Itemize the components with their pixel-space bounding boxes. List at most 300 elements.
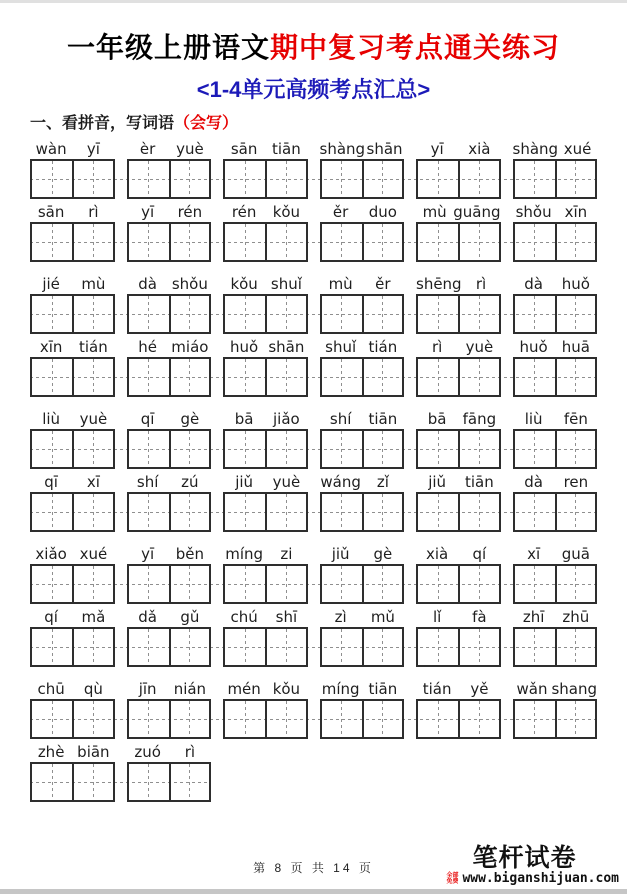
writing-grid <box>127 429 212 469</box>
pinyin-word <box>513 473 598 491</box>
writing-cell <box>225 431 265 467</box>
writing-cell <box>458 701 498 737</box>
writing-cell <box>322 629 362 665</box>
pinyin-word <box>30 410 115 428</box>
pinyin-syllable: wáng <box>320 473 361 491</box>
pinyin-word <box>30 743 115 761</box>
pinyin-syllable: shēng <box>416 275 462 293</box>
pinyin-word-row <box>30 743 597 802</box>
writing-cell <box>362 494 402 530</box>
pinyin-syllable: jiǔ <box>331 545 350 563</box>
writing-box-line <box>30 222 597 262</box>
pinyin-syllable: gè <box>373 545 393 563</box>
pinyin-syllable: zhī <box>522 608 545 626</box>
pinyin-syllable: sān <box>37 203 65 221</box>
pinyin-line <box>30 410 597 428</box>
writing-box-line <box>30 159 597 199</box>
writing-grid <box>127 699 212 739</box>
writing-grid <box>416 159 501 199</box>
writing-grid <box>513 492 598 532</box>
pinyin-syllable: qí <box>44 608 58 626</box>
red-stamp: 全部免费 <box>446 872 459 885</box>
pinyin-syllable: wàn <box>35 140 67 158</box>
writing-cell <box>225 566 265 602</box>
writing-cell <box>458 494 498 530</box>
writing-cell <box>265 296 305 332</box>
pinyin-syllable: jīn <box>138 680 157 698</box>
writing-grid <box>223 492 308 532</box>
writing-cell <box>72 431 112 467</box>
pinyin-syllable: liù <box>524 410 543 428</box>
writing-grid <box>223 429 308 469</box>
writing-cell <box>265 566 305 602</box>
pinyin-syllable: guā <box>561 545 590 563</box>
writing-cell <box>555 629 595 665</box>
writing-grid <box>320 429 405 469</box>
pinyin-syllable: qí <box>472 545 487 563</box>
writing-cell <box>362 431 402 467</box>
pinyin-word <box>223 410 308 428</box>
writing-grid <box>30 492 115 532</box>
writing-grid <box>320 699 405 739</box>
writing-grid <box>30 429 115 469</box>
writing-cell <box>169 701 209 737</box>
writing-cell <box>169 566 209 602</box>
pinyin-word <box>513 410 598 428</box>
writing-cell <box>265 629 305 665</box>
writing-grid <box>127 564 212 604</box>
writing-cell <box>458 296 498 332</box>
writing-cell <box>129 359 169 395</box>
writing-cell <box>225 359 265 395</box>
pinyin-syllable: shān <box>366 140 403 158</box>
writing-cell <box>225 296 265 332</box>
pinyin-syllable: rì <box>88 203 99 221</box>
writing-cell <box>129 764 169 800</box>
writing-cell <box>555 224 595 260</box>
writing-cell <box>362 701 402 737</box>
pinyin-syllable: tiān <box>368 680 398 698</box>
writing-grid <box>127 357 212 397</box>
pinyin-syllable: xī <box>527 545 541 563</box>
writing-cell <box>418 224 458 260</box>
pinyin-syllable: huǒ <box>519 338 548 356</box>
pinyin-word <box>416 410 501 428</box>
page-number: 第 8 页 共 14 页 <box>253 861 374 875</box>
pinyin-syllable: gǔ <box>180 608 200 626</box>
pinyin-word-row <box>30 545 597 604</box>
pinyin-syllable: zì <box>334 608 347 626</box>
pinyin-word <box>30 608 115 626</box>
pinyin-syllable: yě <box>470 680 489 698</box>
writing-cell <box>72 494 112 530</box>
pinyin-word <box>513 203 598 221</box>
writing-grid <box>30 357 115 397</box>
writing-grid <box>30 762 115 802</box>
pinyin-syllable: shí <box>329 410 352 428</box>
writing-cell <box>418 566 458 602</box>
writing-cell <box>225 494 265 530</box>
writing-grid <box>513 222 598 262</box>
writing-grid <box>223 357 308 397</box>
writing-cell <box>265 359 305 395</box>
pinyin-syllable: yī <box>141 203 155 221</box>
writing-cell <box>458 431 498 467</box>
writing-grid <box>416 699 501 739</box>
writing-box-line <box>30 564 597 604</box>
writing-cell <box>322 494 362 530</box>
pinyin-syllable: huǒ <box>561 275 590 293</box>
pinyin-syllable: shuǐ <box>270 275 302 293</box>
pinyin-syllable: miáo <box>171 338 209 356</box>
writing-cell <box>225 161 265 197</box>
writing-cell <box>555 161 595 197</box>
pinyin-syllable: bā <box>427 410 447 428</box>
pinyin-syllable: èr <box>139 140 156 158</box>
pinyin-word <box>30 545 115 563</box>
writing-cell <box>515 224 555 260</box>
pinyin-syllable: zú <box>181 473 199 491</box>
pinyin-line <box>30 338 597 356</box>
pinyin-syllable: tián <box>368 338 398 356</box>
writing-grid <box>320 159 405 199</box>
pinyin-word <box>127 338 212 356</box>
pinyin-syllable: chú <box>230 608 258 626</box>
writing-cell <box>322 224 362 260</box>
writing-grid <box>416 294 501 334</box>
writing-cell <box>322 296 362 332</box>
writing-cell <box>362 359 402 395</box>
pinyin-syllable: zhè <box>37 743 65 761</box>
writing-cell <box>362 566 402 602</box>
pinyin-syllable: jié <box>42 275 60 293</box>
pinyin-word <box>416 338 501 356</box>
pinyin-syllable: kǒu <box>272 680 301 698</box>
writing-cell <box>169 764 209 800</box>
writing-grid <box>416 564 501 604</box>
writing-cell <box>72 161 112 197</box>
writing-cell <box>169 629 209 665</box>
pinyin-syllable: qī <box>140 410 155 428</box>
writing-cell <box>32 359 72 395</box>
writing-grid <box>320 294 405 334</box>
writing-cell <box>555 494 595 530</box>
writing-cell <box>72 701 112 737</box>
writing-grid <box>223 564 308 604</box>
pinyin-syllable: dǎ <box>138 608 157 626</box>
pinyin-syllable: xià <box>426 545 449 563</box>
pinyin-syllable: yī <box>141 545 155 563</box>
pinyin-word <box>223 608 308 626</box>
writing-cell <box>362 161 402 197</box>
writing-cell <box>362 224 402 260</box>
pinyin-syllable: fà <box>472 608 487 626</box>
pinyin-word <box>513 608 598 626</box>
pinyin-syllable: zǐ <box>376 473 389 491</box>
pinyin-word <box>513 275 598 293</box>
pinyin-syllable: yuè <box>79 410 108 428</box>
writing-cell <box>129 296 169 332</box>
pinyin-word <box>320 203 405 221</box>
pinyin-syllable: tián <box>79 338 108 356</box>
writing-cell <box>72 359 112 395</box>
pinyin-word <box>127 545 212 563</box>
pinyin-word <box>127 410 212 428</box>
pinyin-word <box>416 473 501 491</box>
writing-grid <box>416 357 501 397</box>
pinyin-word <box>320 473 405 491</box>
section-note: （会写） <box>174 115 239 132</box>
pinyin-syllable: tián <box>422 680 452 698</box>
pinyin-word <box>30 473 115 491</box>
pinyin-syllable: xué <box>79 545 108 563</box>
pinyin-word-row <box>30 338 597 397</box>
section-heading <box>30 112 597 136</box>
writing-cell <box>225 629 265 665</box>
pinyin-syllable: qù <box>83 680 103 698</box>
pinyin-syllable: bā <box>234 410 254 428</box>
writing-box-line <box>30 429 597 469</box>
pinyin-syllable: lǐ <box>432 608 442 626</box>
pinyin-syllable: běn <box>175 545 204 563</box>
pinyin-syllable: yī <box>86 140 100 158</box>
pinyin-syllable: mǔ <box>370 608 395 626</box>
pinyin-word <box>127 140 212 158</box>
writing-box-line <box>30 699 597 739</box>
pinyin-line <box>30 608 597 626</box>
writing-grid <box>223 222 308 262</box>
writing-cell <box>458 161 498 197</box>
writing-grid <box>513 627 598 667</box>
publisher-site-line <box>446 871 619 886</box>
pinyin-word-row <box>30 473 597 532</box>
pinyin-line <box>30 545 597 563</box>
pinyin-syllable: dà <box>524 275 543 293</box>
writing-cell <box>72 296 112 332</box>
publisher-brand: 笔杆试卷 <box>472 844 577 872</box>
pinyin-syllable: rì <box>475 275 487 293</box>
pinyin-syllable: shǒu <box>515 203 552 221</box>
writing-cell <box>515 296 555 332</box>
pinyin-syllable: rén <box>177 203 203 221</box>
writing-cell <box>265 431 305 467</box>
pinyin-word <box>30 338 115 356</box>
writing-cell <box>418 296 458 332</box>
pinyin-syllable: rì <box>431 338 443 356</box>
pinyin-syllable: zuó <box>134 743 161 761</box>
pinyin-syllable: xué <box>563 140 592 158</box>
writing-cell <box>129 161 169 197</box>
pinyin-word <box>223 545 308 563</box>
pinyin-line <box>30 140 597 158</box>
pinyin-syllable: jiǎo <box>273 410 300 428</box>
writing-cell <box>129 224 169 260</box>
pinyin-word <box>513 338 598 356</box>
writing-grid <box>127 492 212 532</box>
pinyin-syllable: gè <box>180 410 200 428</box>
writing-cell <box>32 494 72 530</box>
pinyin-word <box>223 680 308 698</box>
pinyin-syllable: shǒu <box>171 275 208 293</box>
writing-cell <box>129 431 169 467</box>
pinyin-word <box>416 608 501 626</box>
writing-cell <box>32 566 72 602</box>
writing-cell <box>555 431 595 467</box>
pinyin-syllable: shān <box>268 338 305 356</box>
page-top-edge <box>0 0 627 3</box>
pinyin-syllable: huǒ <box>230 338 259 356</box>
writing-cell <box>362 629 402 665</box>
writing-cell <box>129 566 169 602</box>
pinyin-word <box>416 275 501 293</box>
pinyin-syllable: shuǐ <box>325 338 357 356</box>
writing-grid <box>513 294 598 334</box>
writing-cell <box>418 629 458 665</box>
writing-grid <box>30 627 115 667</box>
pinyin-word <box>223 338 308 356</box>
pinyin-word <box>320 545 405 563</box>
writing-cell <box>515 161 555 197</box>
writing-cell <box>32 701 72 737</box>
pinyin-word-row <box>30 608 597 667</box>
pinyin-syllable: ěr <box>375 275 391 293</box>
pinyin-syllable: huā <box>561 338 590 356</box>
writing-grid <box>320 357 405 397</box>
pinyin-syllable: biān <box>77 743 110 761</box>
pinyin-word <box>513 545 598 563</box>
pinyin-syllable: fāng <box>462 410 497 428</box>
writing-grid <box>513 699 598 739</box>
writing-grid <box>127 222 212 262</box>
writing-cell <box>265 701 305 737</box>
pinyin-syllable: mù <box>328 275 353 293</box>
pinyin-syllable: shàng <box>512 140 559 158</box>
pinyin-syllable: hé <box>138 338 157 356</box>
writing-cell <box>515 494 555 530</box>
writing-box-line <box>30 294 597 334</box>
writing-grid <box>513 564 598 604</box>
pinyin-word <box>320 608 405 626</box>
pinyin-syllable: kǒu <box>230 275 258 293</box>
pinyin-syllable: kǒu <box>272 203 301 221</box>
writing-cell <box>418 359 458 395</box>
pinyin-syllable: wǎn <box>516 680 548 698</box>
writing-cell <box>169 431 209 467</box>
pinyin-syllable: yuè <box>176 140 204 158</box>
writing-grid <box>223 159 308 199</box>
writing-cell <box>555 701 595 737</box>
pinyin-word <box>223 275 308 293</box>
writing-cell <box>32 764 72 800</box>
pinyin-syllable: shàng <box>319 140 366 158</box>
writing-grid <box>30 699 115 739</box>
writing-box-line <box>30 627 597 667</box>
writing-cell <box>169 161 209 197</box>
writing-grid <box>127 627 212 667</box>
writing-cell <box>72 629 112 665</box>
pinyin-syllable: chū <box>37 680 65 698</box>
pinyin-line <box>30 203 597 221</box>
pinyin-word <box>320 140 405 158</box>
pinyin-word <box>223 203 308 221</box>
writing-cell <box>362 296 402 332</box>
pinyin-syllable: nián <box>173 680 207 698</box>
pinyin-word <box>223 473 308 491</box>
writing-cell <box>169 494 209 530</box>
writing-grid <box>416 627 501 667</box>
pinyin-word <box>320 680 405 698</box>
pinyin-word-row <box>30 203 597 262</box>
writing-cell <box>458 224 498 260</box>
pinyin-word-row <box>30 680 597 739</box>
writing-grid <box>513 159 598 199</box>
pinyin-word <box>30 203 115 221</box>
pinyin-word <box>127 743 212 761</box>
pinyin-word <box>30 140 115 158</box>
page-subtitle: <1-4单元高频考点汇总> <box>196 77 431 102</box>
pinyin-syllable: shí <box>136 473 159 491</box>
pinyin-word <box>416 203 501 221</box>
pinyin-word <box>30 680 115 698</box>
writing-cell <box>32 296 72 332</box>
writing-grid <box>320 492 405 532</box>
writing-cell <box>418 431 458 467</box>
writing-cell <box>515 629 555 665</box>
writing-cell <box>515 431 555 467</box>
writing-cell <box>225 224 265 260</box>
pinyin-word-row <box>30 140 597 199</box>
pinyin-syllable: xīn <box>39 338 63 356</box>
writing-cell <box>458 359 498 395</box>
publisher-watermark <box>446 845 619 886</box>
pinyin-syllable: mǎ <box>81 608 106 626</box>
writing-cell <box>458 566 498 602</box>
writing-grid <box>30 564 115 604</box>
pinyin-syllable: dà <box>524 473 543 491</box>
pinyin-word <box>127 473 212 491</box>
pinyin-syllable: zi <box>280 545 293 563</box>
writing-grid <box>30 222 115 262</box>
writing-cell <box>322 431 362 467</box>
pinyin-syllable: mù <box>81 275 106 293</box>
writing-grid <box>223 699 308 739</box>
pinyin-word <box>127 680 212 698</box>
writing-cell <box>32 629 72 665</box>
pinyin-syllable: mù <box>422 203 447 221</box>
pinyin-syllable: rén <box>231 203 257 221</box>
writing-cell <box>555 566 595 602</box>
pinyin-syllable: jiǔ <box>235 473 254 491</box>
pinyin-word <box>320 275 405 293</box>
writing-cell <box>322 161 362 197</box>
writing-cell <box>32 161 72 197</box>
pinyin-word <box>30 275 115 293</box>
writing-cell <box>458 629 498 665</box>
pinyin-word <box>320 410 405 428</box>
writing-cell <box>265 224 305 260</box>
writing-grid <box>416 222 501 262</box>
pinyin-syllable: yī <box>430 140 444 158</box>
pinyin-word <box>416 545 501 563</box>
writing-cell <box>169 296 209 332</box>
pinyin-word-row <box>30 410 597 469</box>
pinyin-syllable: ěr <box>332 203 349 221</box>
writing-box-line <box>30 762 211 802</box>
writing-cell <box>515 566 555 602</box>
writing-cell <box>129 701 169 737</box>
pinyin-syllable: jiǔ <box>428 473 447 491</box>
title-red-part: 期中复习考点通关练习 <box>270 32 561 63</box>
